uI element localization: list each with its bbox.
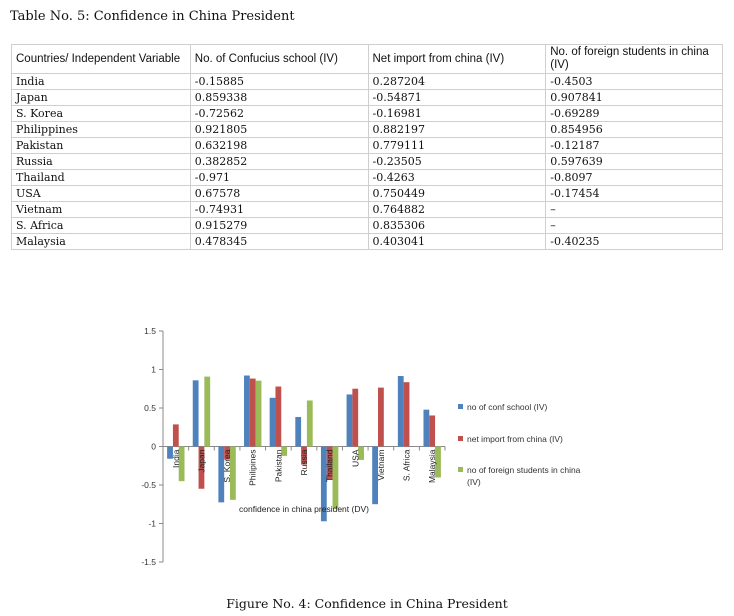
table-cell: 0.750449 — [368, 186, 546, 202]
table-cell: 0.403041 — [368, 234, 546, 250]
table-cell: 0.478345 — [190, 234, 368, 250]
table-cell: 0.632198 — [190, 138, 368, 154]
table-cell: 0.859338 — [190, 90, 368, 106]
table-cell: Philippines — [12, 122, 191, 138]
table-cell: -0.72562 — [190, 106, 368, 122]
y-tick-label: 0 — [151, 441, 156, 452]
header-net-import: Net import from china (IV) — [368, 45, 546, 74]
bar-russia-s1 — [295, 417, 301, 446]
bar-usa-s2 — [352, 389, 358, 447]
table-cell: – — [546, 218, 723, 234]
category-label: USA — [350, 449, 361, 467]
category-label: Pakistan — [273, 449, 284, 483]
table-cell: -0.971 — [190, 170, 368, 186]
table-cell: 0.915279 — [190, 218, 368, 234]
category-label: Malaysia — [427, 449, 438, 484]
table-cell: -0.69289 — [546, 106, 723, 122]
bar-malaysia-s1 — [423, 410, 429, 447]
header-countries: Countries/ Independent Variable — [12, 45, 191, 74]
bar-japan-s3 — [204, 377, 210, 447]
table-cell: Vietnam — [12, 202, 191, 218]
table-cell: 0.382852 — [190, 154, 368, 170]
legend-label: no of conf school (IV) — [467, 402, 548, 412]
table-cell: -0.4263 — [368, 170, 546, 186]
bar-philipines-s2 — [250, 379, 256, 447]
bar-malaysia-s2 — [429, 415, 435, 446]
legend-swatch — [458, 404, 463, 409]
y-tick-label: -1 — [148, 518, 156, 529]
bar-s-africa-s2 — [404, 382, 410, 446]
x-axis-title: confidence in china president (DV) — [239, 504, 369, 514]
legend-label: (IV) — [467, 477, 481, 487]
legend-label: no of foreign students in china — [467, 465, 581, 475]
table-cell: -0.4503 — [546, 74, 723, 90]
category-label: India — [170, 449, 181, 468]
table-cell: S. Korea — [12, 106, 191, 122]
table-cell: -0.15885 — [190, 74, 368, 90]
category-label: Thailand — [324, 449, 335, 483]
table-cell: Russia — [12, 154, 191, 170]
table-cell: 0.67578 — [190, 186, 368, 202]
table-cell: 0.921805 — [190, 122, 368, 138]
table-cell: -0.17454 — [546, 186, 723, 202]
table-cell: USA — [12, 186, 191, 202]
bar-japan-s1 — [193, 380, 199, 446]
table-cell: -0.8097 — [546, 170, 723, 186]
bar-pakistan-s2 — [275, 387, 281, 447]
bar-s-africa-s1 — [398, 376, 404, 446]
table-cell: -0.74931 — [190, 202, 368, 218]
y-tick-label: -0.5 — [141, 480, 156, 490]
table-cell: India — [12, 74, 191, 90]
header-foreign-students: No. of foreign students in china (IV) — [546, 45, 723, 74]
table-cell: -0.54871 — [368, 90, 546, 106]
table-cell: Malaysia — [12, 234, 191, 250]
bar-philipines-s1 — [244, 376, 250, 447]
bar-philipines-s3 — [256, 381, 262, 447]
table-cell: -0.12187 — [546, 138, 723, 154]
bar-pakistan-s1 — [270, 398, 276, 447]
bar-russia-s3 — [307, 400, 313, 446]
y-tick-label: 1.5 — [144, 326, 156, 336]
bar-usa-s1 — [347, 394, 353, 446]
category-label: S. Korea — [222, 449, 233, 483]
table-title: Table No. 5: Confidence in China President — [10, 9, 295, 24]
y-tick-label: 1 — [151, 364, 156, 375]
table-cell: 0.907841 — [546, 90, 723, 106]
y-tick-label: 0.5 — [144, 403, 156, 413]
legend-swatch — [458, 467, 463, 472]
header-confucius-school: No. of Confucius school (IV) — [190, 45, 368, 74]
figure-caption: Figure No. 4: Confidence in China President — [226, 596, 508, 611]
table-cell: Thailand — [12, 170, 191, 186]
table-cell: – — [546, 202, 723, 218]
table-cell: 0.882197 — [368, 122, 546, 138]
category-label: S. Africa — [401, 449, 412, 482]
table-cell: -0.16981 — [368, 106, 546, 122]
table-cell: Japan — [12, 90, 191, 106]
table-cell: 0.764882 — [368, 202, 546, 218]
table-cell: S. Africa — [12, 218, 191, 234]
table-cell: 0.287204 — [368, 74, 546, 90]
table-cell: Pakistan — [12, 138, 191, 154]
table-cell: 0.597639 — [546, 154, 723, 170]
y-tick-label: -1.5 — [141, 557, 156, 567]
category-label: Philipines — [247, 449, 258, 486]
bar-india-s2 — [173, 424, 179, 446]
table-cell: -0.40235 — [546, 234, 723, 250]
category-label: Japan — [196, 449, 207, 473]
table-cell: 0.779111 — [368, 138, 546, 154]
table-cell: 0.835306 — [368, 218, 546, 234]
legend-label: net import from china (IV) — [467, 434, 563, 444]
table-cell: -0.23505 — [368, 154, 546, 170]
table-cell: 0.854956 — [546, 122, 723, 138]
category-label: Vietnam — [375, 449, 386, 481]
bar-vietnam-s2 — [378, 388, 384, 447]
category-label: Russia — [299, 449, 309, 476]
legend-swatch — [458, 436, 463, 441]
